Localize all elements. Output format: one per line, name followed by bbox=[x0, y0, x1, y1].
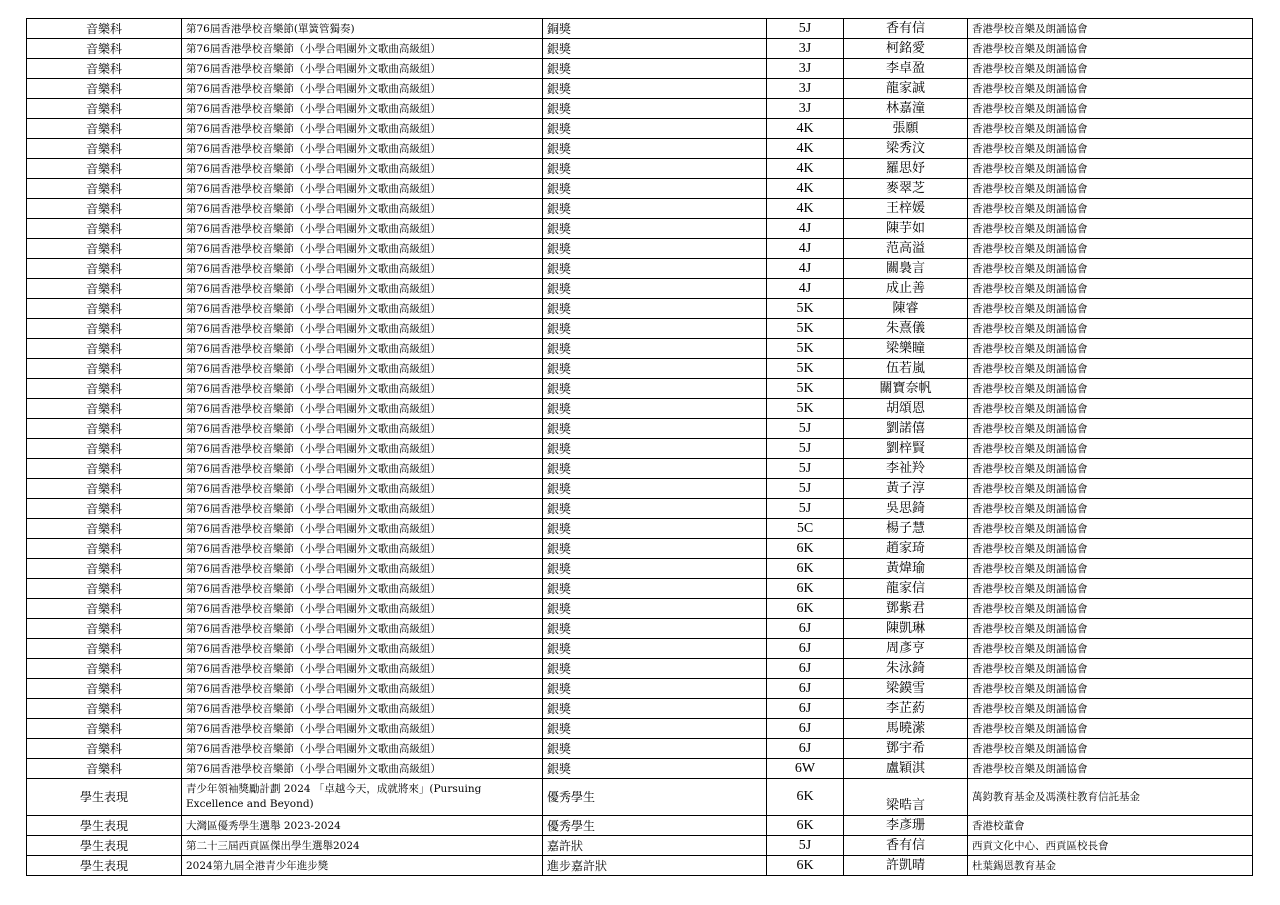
table-row bbox=[27, 79, 1253, 99]
student-name-cell: 黃煒瑜 bbox=[844, 559, 968, 579]
student-name-cell: 香有信 bbox=[844, 836, 968, 856]
category-cell: 音樂科 bbox=[27, 579, 182, 599]
student-name-cell: 成止善 bbox=[844, 279, 968, 299]
organizer-cell: 香港學校音樂及朗誦協會 bbox=[968, 99, 1253, 119]
category-cell: 音樂科 bbox=[27, 139, 182, 159]
category-cell: 音樂科 bbox=[27, 559, 182, 579]
event-cell: 2024第九屆全港青少年進步獎 bbox=[182, 856, 543, 876]
category-cell: 音樂科 bbox=[27, 399, 182, 419]
event-cell: 第76屆香港學校音樂節（小學合唱團外文歌曲高級組） bbox=[182, 319, 543, 339]
student-name-cell: 王梓媛 bbox=[844, 199, 968, 219]
category-cell: 音樂科 bbox=[27, 219, 182, 239]
student-name-cell: 羅思妤 bbox=[844, 159, 968, 179]
table-row bbox=[27, 439, 1253, 459]
organizer-cell: 香港學校音樂及朗誦協會 bbox=[968, 519, 1253, 539]
student-name-cell: 朱泳錡 bbox=[844, 659, 968, 679]
organizer-cell: 香港學校音樂及朗誦協會 bbox=[968, 119, 1253, 139]
student-name-cell: 李卓盈 bbox=[844, 59, 968, 79]
category-cell: 音樂科 bbox=[27, 19, 182, 39]
award-cell: 銀獎 bbox=[543, 79, 767, 99]
table-row bbox=[27, 816, 1253, 836]
class-cell: 6K bbox=[767, 779, 844, 816]
event-cell: 第76屆香港學校音樂節（小學合唱團外文歌曲高級組） bbox=[182, 579, 543, 599]
award-cell: 銀獎 bbox=[543, 39, 767, 59]
event-cell: 第76屆香港學校音樂節（小學合唱團外文歌曲高級組） bbox=[182, 419, 543, 439]
student-name-cell: 李祉羚 bbox=[844, 459, 968, 479]
award-cell: 銀獎 bbox=[543, 99, 767, 119]
award-cell: 銀獎 bbox=[543, 119, 767, 139]
class-cell: 5K bbox=[767, 379, 844, 399]
award-cell: 銀獎 bbox=[543, 599, 767, 619]
event-cell: 第76屆香港學校音樂節（小學合唱團外文歌曲高級組） bbox=[182, 659, 543, 679]
table-row bbox=[27, 199, 1253, 219]
event-cell: 第76屆香港學校音樂節（小學合唱團外文歌曲高級組） bbox=[182, 79, 543, 99]
student-name-cell: 朱熹儀 bbox=[844, 319, 968, 339]
event-cell: 第76屆香港學校音樂節（小學合唱團外文歌曲高級組） bbox=[182, 379, 543, 399]
category-cell: 音樂科 bbox=[27, 199, 182, 219]
category-cell: 音樂科 bbox=[27, 279, 182, 299]
award-cell: 銀獎 bbox=[543, 619, 767, 639]
class-cell: 6J bbox=[767, 619, 844, 639]
event-cell: 第76屆香港學校音樂節（小學合唱團外文歌曲高級組） bbox=[182, 339, 543, 359]
organizer-cell: 香港學校音樂及朗誦協會 bbox=[968, 159, 1253, 179]
organizer-cell: 香港學校音樂及朗誦協會 bbox=[968, 139, 1253, 159]
student-name-cell: 麥翠芝 bbox=[844, 179, 968, 199]
award-cell: 銀獎 bbox=[543, 539, 767, 559]
awards-list bbox=[26, 18, 1252, 876]
class-cell: 6J bbox=[767, 739, 844, 759]
class-cell: 5C bbox=[767, 519, 844, 539]
event-cell: 第76屆香港學校音樂節（小學合唱團外文歌曲高級組） bbox=[182, 759, 543, 779]
award-cell: 銅獎 bbox=[543, 19, 767, 39]
student-name-cell: 陳芋如 bbox=[844, 219, 968, 239]
class-cell: 4J bbox=[767, 239, 844, 259]
organizer-cell: 香港學校音樂及朗誦協會 bbox=[968, 639, 1253, 659]
award-cell: 銀獎 bbox=[543, 419, 767, 439]
category-cell: 音樂科 bbox=[27, 759, 182, 779]
student-name-cell: 劉梓賢 bbox=[844, 439, 968, 459]
award-cell: 銀獎 bbox=[543, 199, 767, 219]
table-row bbox=[27, 739, 1253, 759]
organizer-cell: 香港學校音樂及朗誦協會 bbox=[968, 719, 1253, 739]
organizer-cell: 香港學校音樂及朗誦協會 bbox=[968, 359, 1253, 379]
class-cell: 5K bbox=[767, 359, 844, 379]
table-row bbox=[27, 219, 1253, 239]
category-cell: 音樂科 bbox=[27, 699, 182, 719]
award-cell: 銀獎 bbox=[543, 579, 767, 599]
event-cell: 第76屆香港學校音樂節（小學合唱團外文歌曲高級組） bbox=[182, 39, 543, 59]
organizer-cell: 西貢文化中心、西貢區校長會 bbox=[968, 836, 1253, 856]
student-name-cell: 范高溢 bbox=[844, 239, 968, 259]
student-name-cell: 梁秀汶 bbox=[844, 139, 968, 159]
class-cell: 6K bbox=[767, 539, 844, 559]
event-cell: 第76屆香港學校音樂節（小學合唱團外文歌曲高級組） bbox=[182, 239, 543, 259]
event-cell: 第76屆香港學校音樂節（小學合唱團外文歌曲高級組） bbox=[182, 539, 543, 559]
event-cell: 第76屆香港學校音樂節（小學合唱團外文歌曲高級組） bbox=[182, 159, 543, 179]
category-cell: 音樂科 bbox=[27, 59, 182, 79]
table-row bbox=[27, 479, 1253, 499]
table-row bbox=[27, 539, 1253, 559]
table-row bbox=[27, 639, 1253, 659]
table-row bbox=[27, 699, 1253, 719]
organizer-cell: 香港學校音樂及朗誦協會 bbox=[968, 659, 1253, 679]
event-cell: 第76屆香港學校音樂節（小學合唱團外文歌曲高級組） bbox=[182, 99, 543, 119]
award-cell: 銀獎 bbox=[543, 639, 767, 659]
table-row bbox=[27, 319, 1253, 339]
table-row bbox=[27, 99, 1253, 119]
table-row bbox=[27, 719, 1253, 739]
award-cell: 銀獎 bbox=[543, 239, 767, 259]
table-row bbox=[27, 359, 1253, 379]
organizer-cell: 香港學校音樂及朗誦協會 bbox=[968, 739, 1253, 759]
organizer-cell: 香港學校音樂及朗誦協會 bbox=[968, 699, 1253, 719]
event-cell: 第76屆香港學校音樂節(單簧管獨奏) bbox=[182, 19, 543, 39]
organizer-cell: 香港學校音樂及朗誦協會 bbox=[968, 339, 1253, 359]
event-cell: 第76屆香港學校音樂節（小學合唱團外文歌曲高級組） bbox=[182, 279, 543, 299]
event-cell: 第76屆香港學校音樂節（小學合唱團外文歌曲高級組） bbox=[182, 139, 543, 159]
award-cell: 銀獎 bbox=[543, 699, 767, 719]
class-cell: 4K bbox=[767, 119, 844, 139]
category-cell: 音樂科 bbox=[27, 379, 182, 399]
table-row bbox=[27, 379, 1253, 399]
award-cell: 銀獎 bbox=[543, 439, 767, 459]
table-row bbox=[27, 679, 1253, 699]
student-name-cell: 劉諾僖 bbox=[844, 419, 968, 439]
award-cell: 銀獎 bbox=[543, 339, 767, 359]
organizer-cell: 香港學校音樂及朗誦協會 bbox=[968, 179, 1253, 199]
category-cell: 音樂科 bbox=[27, 99, 182, 119]
class-cell: 6K bbox=[767, 599, 844, 619]
table-row bbox=[27, 339, 1253, 359]
category-cell: 音樂科 bbox=[27, 719, 182, 739]
category-cell: 音樂科 bbox=[27, 159, 182, 179]
table-row bbox=[27, 19, 1253, 39]
award-cell: 銀獎 bbox=[543, 259, 767, 279]
class-cell: 6J bbox=[767, 699, 844, 719]
award-cell: 銀獎 bbox=[543, 659, 767, 679]
category-cell: 音樂科 bbox=[27, 259, 182, 279]
organizer-cell: 香港學校音樂及朗誦協會 bbox=[968, 499, 1253, 519]
award-cell: 嘉許狀 bbox=[543, 836, 767, 856]
organizer-cell: 香港校董會 bbox=[968, 816, 1253, 836]
class-cell: 4J bbox=[767, 259, 844, 279]
class-cell: 4K bbox=[767, 199, 844, 219]
event-cell: 第76屆香港學校音樂節（小學合唱團外文歌曲高級組） bbox=[182, 259, 543, 279]
organizer-cell: 香港學校音樂及朗誦協會 bbox=[968, 679, 1253, 699]
organizer-cell: 香港學校音樂及朗誦協會 bbox=[968, 579, 1253, 599]
student-name-cell: 伍若嵐 bbox=[844, 359, 968, 379]
award-cell: 銀獎 bbox=[543, 179, 767, 199]
organizer-cell: 香港學校音樂及朗誦協會 bbox=[968, 319, 1253, 339]
award-cell: 銀獎 bbox=[543, 679, 767, 699]
organizer-cell: 香港學校音樂及朗誦協會 bbox=[968, 459, 1253, 479]
table-row bbox=[27, 239, 1253, 259]
category-cell: 音樂科 bbox=[27, 79, 182, 99]
category-cell: 音樂科 bbox=[27, 479, 182, 499]
class-cell: 4K bbox=[767, 159, 844, 179]
event-cell: 第76屆香港學校音樂節（小學合唱團外文歌曲高級組） bbox=[182, 599, 543, 619]
awards-table bbox=[26, 18, 1253, 876]
category-cell: 音樂科 bbox=[27, 639, 182, 659]
category-cell: 學生表現 bbox=[27, 779, 182, 816]
class-cell: 5J bbox=[767, 439, 844, 459]
class-cell: 4K bbox=[767, 179, 844, 199]
event-cell: 青少年領袖獎勵計劃 2024 「卓越今天，成就將來」(Pursuing Excellence and Beyond) bbox=[182, 779, 543, 816]
category-cell: 音樂科 bbox=[27, 319, 182, 339]
award-cell: 銀獎 bbox=[543, 279, 767, 299]
table-row bbox=[27, 459, 1253, 479]
organizer-cell: 香港學校音樂及朗誦協會 bbox=[968, 79, 1253, 99]
organizer-cell: 香港學校音樂及朗誦協會 bbox=[968, 479, 1253, 499]
category-cell: 音樂科 bbox=[27, 359, 182, 379]
class-cell: 4J bbox=[767, 219, 844, 239]
organizer-cell: 香港學校音樂及朗誦協會 bbox=[968, 539, 1253, 559]
student-name-cell: 趙家琦 bbox=[844, 539, 968, 559]
category-cell: 音樂科 bbox=[27, 519, 182, 539]
category-cell: 音樂科 bbox=[27, 419, 182, 439]
organizer-cell: 香港學校音樂及朗誦協會 bbox=[968, 199, 1253, 219]
table-row bbox=[27, 399, 1253, 419]
category-cell: 音樂科 bbox=[27, 599, 182, 619]
organizer-cell: 香港學校音樂及朗誦協會 bbox=[968, 759, 1253, 779]
organizer-cell: 香港學校音樂及朗誦協會 bbox=[968, 419, 1253, 439]
organizer-cell: 香港學校音樂及朗誦協會 bbox=[968, 239, 1253, 259]
student-name-cell: 柯銘愛 bbox=[844, 39, 968, 59]
award-cell: 銀獎 bbox=[543, 219, 767, 239]
award-cell: 銀獎 bbox=[543, 319, 767, 339]
award-cell: 銀獎 bbox=[543, 399, 767, 419]
class-cell: 5J bbox=[767, 499, 844, 519]
table-row bbox=[27, 836, 1253, 856]
class-cell: 5J bbox=[767, 836, 844, 856]
award-cell: 銀獎 bbox=[543, 739, 767, 759]
student-name-cell: 梁晧言 bbox=[844, 779, 968, 816]
student-name-cell: 許凱晴 bbox=[844, 856, 968, 876]
award-cell: 銀獎 bbox=[543, 719, 767, 739]
award-cell: 進步嘉許狀 bbox=[543, 856, 767, 876]
class-cell: 6K bbox=[767, 579, 844, 599]
category-cell: 音樂科 bbox=[27, 339, 182, 359]
event-cell: 第76屆香港學校音樂節（小學合唱團外文歌曲高級組） bbox=[182, 459, 543, 479]
student-name-cell: 梁鏌雪 bbox=[844, 679, 968, 699]
award-cell: 銀獎 bbox=[543, 479, 767, 499]
event-cell: 第76屆香港學校音樂節（小學合唱團外文歌曲高級組） bbox=[182, 119, 543, 139]
student-name-cell: 馬曉潆 bbox=[844, 719, 968, 739]
table-row bbox=[27, 659, 1253, 679]
student-name-cell: 陳睿 bbox=[844, 299, 968, 319]
table-row bbox=[27, 259, 1253, 279]
table-row bbox=[27, 599, 1253, 619]
class-cell: 6J bbox=[767, 659, 844, 679]
student-name-cell: 關寶奈帆 bbox=[844, 379, 968, 399]
class-cell: 3J bbox=[767, 99, 844, 119]
category-cell: 音樂科 bbox=[27, 179, 182, 199]
organizer-cell: 香港學校音樂及朗誦協會 bbox=[968, 559, 1253, 579]
student-name-cell: 龍家誠 bbox=[844, 79, 968, 99]
organizer-cell: 香港學校音樂及朗誦協會 bbox=[968, 299, 1253, 319]
event-cell: 第76屆香港學校音樂節（小學合唱團外文歌曲高級組） bbox=[182, 719, 543, 739]
table-row bbox=[27, 299, 1253, 319]
table-row bbox=[27, 619, 1253, 639]
class-cell: 5K bbox=[767, 399, 844, 419]
student-name-cell: 龍家信 bbox=[844, 579, 968, 599]
class-cell: 5K bbox=[767, 319, 844, 339]
category-cell: 音樂科 bbox=[27, 299, 182, 319]
organizer-cell: 香港學校音樂及朗誦協會 bbox=[968, 39, 1253, 59]
class-cell: 5J bbox=[767, 419, 844, 439]
class-cell: 5J bbox=[767, 479, 844, 499]
table-row bbox=[27, 159, 1253, 179]
award-cell: 優秀學生 bbox=[543, 816, 767, 836]
student-name-cell: 周彥亨 bbox=[844, 639, 968, 659]
class-cell: 6W bbox=[767, 759, 844, 779]
student-name-cell: 盧穎淇 bbox=[844, 759, 968, 779]
table-row bbox=[27, 179, 1253, 199]
table-row bbox=[27, 559, 1253, 579]
class-cell: 5K bbox=[767, 339, 844, 359]
student-name-cell: 陳凱琳 bbox=[844, 619, 968, 639]
organizer-cell: 香港學校音樂及朗誦協會 bbox=[968, 439, 1253, 459]
table-row bbox=[27, 779, 1253, 816]
event-cell: 第二十三屆西貢區傑出學生選舉2024 bbox=[182, 836, 543, 856]
table-row bbox=[27, 499, 1253, 519]
table-row bbox=[27, 59, 1253, 79]
event-cell: 第76屆香港學校音樂節（小學合唱團外文歌曲高級組） bbox=[182, 399, 543, 419]
event-cell: 第76屆香港學校音樂節（小學合唱團外文歌曲高級組） bbox=[182, 359, 543, 379]
award-cell: 銀獎 bbox=[543, 379, 767, 399]
class-cell: 6K bbox=[767, 816, 844, 836]
organizer-cell: 香港學校音樂及朗誦協會 bbox=[968, 599, 1253, 619]
award-cell: 銀獎 bbox=[543, 59, 767, 79]
category-cell: 學生表現 bbox=[27, 836, 182, 856]
organizer-cell: 香港學校音樂及朗誦協會 bbox=[968, 379, 1253, 399]
award-cell: 銀獎 bbox=[543, 159, 767, 179]
class-cell: 5J bbox=[767, 19, 844, 39]
event-cell: 第76屆香港學校音樂節（小學合唱團外文歌曲高級組） bbox=[182, 499, 543, 519]
event-cell: 第76屆香港學校音樂節（小學合唱團外文歌曲高級組） bbox=[182, 639, 543, 659]
event-cell: 第76屆香港學校音樂節（小學合唱團外文歌曲高級組） bbox=[182, 179, 543, 199]
event-cell: 第76屆香港學校音樂節（小學合唱團外文歌曲高級組） bbox=[182, 699, 543, 719]
event-cell: 第76屆香港學校音樂節（小學合唱團外文歌曲高級組） bbox=[182, 299, 543, 319]
category-cell: 音樂科 bbox=[27, 239, 182, 259]
table-row bbox=[27, 39, 1253, 59]
event-cell: 第76屆香港學校音樂節（小學合唱團外文歌曲高級組） bbox=[182, 519, 543, 539]
organizer-cell: 杜葉錫恩教育基金 bbox=[968, 856, 1253, 876]
table-row bbox=[27, 579, 1253, 599]
category-cell: 音樂科 bbox=[27, 459, 182, 479]
category-cell: 音樂科 bbox=[27, 439, 182, 459]
event-cell: 大灣區優秀學生選舉 2023-2024 bbox=[182, 816, 543, 836]
class-cell: 6J bbox=[767, 679, 844, 699]
event-cell: 第76屆香港學校音樂節（小學合唱團外文歌曲高級組） bbox=[182, 59, 543, 79]
event-cell: 第76屆香港學校音樂節（小學合唱團外文歌曲高級組） bbox=[182, 739, 543, 759]
student-name-cell: 鄧紫君 bbox=[844, 599, 968, 619]
student-name-cell: 關裊言 bbox=[844, 259, 968, 279]
student-name-cell: 李芷葯 bbox=[844, 699, 968, 719]
table-row bbox=[27, 759, 1253, 779]
event-cell: 第76屆香港學校音樂節（小學合唱團外文歌曲高級組） bbox=[182, 559, 543, 579]
class-cell: 3J bbox=[767, 79, 844, 99]
category-cell: 音樂科 bbox=[27, 619, 182, 639]
award-cell: 銀獎 bbox=[543, 459, 767, 479]
category-cell: 音樂科 bbox=[27, 739, 182, 759]
class-cell: 5K bbox=[767, 299, 844, 319]
student-name-cell: 李彥珊 bbox=[844, 816, 968, 836]
award-cell: 銀獎 bbox=[543, 499, 767, 519]
category-cell: 音樂科 bbox=[27, 39, 182, 59]
class-cell: 3J bbox=[767, 39, 844, 59]
category-cell: 音樂科 bbox=[27, 539, 182, 559]
organizer-cell: 香港學校音樂及朗誦協會 bbox=[968, 59, 1253, 79]
event-cell: 第76屆香港學校音樂節（小學合唱團外文歌曲高級組） bbox=[182, 219, 543, 239]
category-cell: 音樂科 bbox=[27, 659, 182, 679]
category-cell: 學生表現 bbox=[27, 856, 182, 876]
category-cell: 音樂科 bbox=[27, 499, 182, 519]
award-cell: 銀獎 bbox=[543, 359, 767, 379]
class-cell: 5J bbox=[767, 459, 844, 479]
award-cell: 銀獎 bbox=[543, 299, 767, 319]
event-cell: 第76屆香港學校音樂節（小學合唱團外文歌曲高級組） bbox=[182, 679, 543, 699]
organizer-cell: 香港學校音樂及朗誦協會 bbox=[968, 399, 1253, 419]
class-cell: 6K bbox=[767, 856, 844, 876]
class-cell: 6J bbox=[767, 719, 844, 739]
organizer-cell: 萬鈞教育基金及馮漢柱教育信託基金 bbox=[968, 779, 1253, 816]
award-cell: 銀獎 bbox=[543, 139, 767, 159]
award-cell: 優秀學生 bbox=[543, 779, 767, 816]
organizer-cell: 香港學校音樂及朗誦協會 bbox=[968, 219, 1253, 239]
organizer-cell: 香港學校音樂及朗誦協會 bbox=[968, 279, 1253, 299]
class-cell: 6J bbox=[767, 639, 844, 659]
event-cell: 第76屆香港學校音樂節（小學合唱團外文歌曲高級組） bbox=[182, 199, 543, 219]
student-name-cell: 梁樂瞳 bbox=[844, 339, 968, 359]
organizer-cell: 香港學校音樂及朗誦協會 bbox=[968, 259, 1253, 279]
class-cell: 6K bbox=[767, 559, 844, 579]
table-row bbox=[27, 119, 1253, 139]
student-name-cell: 林嘉潼 bbox=[844, 99, 968, 119]
award-cell: 銀獎 bbox=[543, 759, 767, 779]
award-cell: 銀獎 bbox=[543, 559, 767, 579]
student-name-cell: 楊子慧 bbox=[844, 519, 968, 539]
class-cell: 4K bbox=[767, 139, 844, 159]
student-name-cell: 吳思錡 bbox=[844, 499, 968, 519]
table-row bbox=[27, 139, 1253, 159]
student-name-cell: 鄧宇希 bbox=[844, 739, 968, 759]
student-name-cell: 黃子淳 bbox=[844, 479, 968, 499]
event-cell: 第76屆香港學校音樂節（小學合唱團外文歌曲高級組） bbox=[182, 619, 543, 639]
category-cell: 音樂科 bbox=[27, 679, 182, 699]
event-cell: 第76屆香港學校音樂節（小學合唱團外文歌曲高級組） bbox=[182, 479, 543, 499]
table-row bbox=[27, 419, 1253, 439]
category-cell: 學生表現 bbox=[27, 816, 182, 836]
category-cell: 音樂科 bbox=[27, 119, 182, 139]
event-cell: 第76屆香港學校音樂節（小學合唱團外文歌曲高級組） bbox=[182, 439, 543, 459]
table-row bbox=[27, 519, 1253, 539]
organizer-cell: 香港學校音樂及朗誦協會 bbox=[968, 19, 1253, 39]
table-row bbox=[27, 279, 1253, 299]
award-cell: 銀獎 bbox=[543, 519, 767, 539]
student-name-cell: 香有信 bbox=[844, 19, 968, 39]
student-name-cell: 胡頌恩 bbox=[844, 399, 968, 419]
student-name-cell: 張願 bbox=[844, 119, 968, 139]
class-cell: 3J bbox=[767, 59, 844, 79]
table-row bbox=[27, 856, 1253, 876]
organizer-cell: 香港學校音樂及朗誦協會 bbox=[968, 619, 1253, 639]
class-cell: 4J bbox=[767, 279, 844, 299]
